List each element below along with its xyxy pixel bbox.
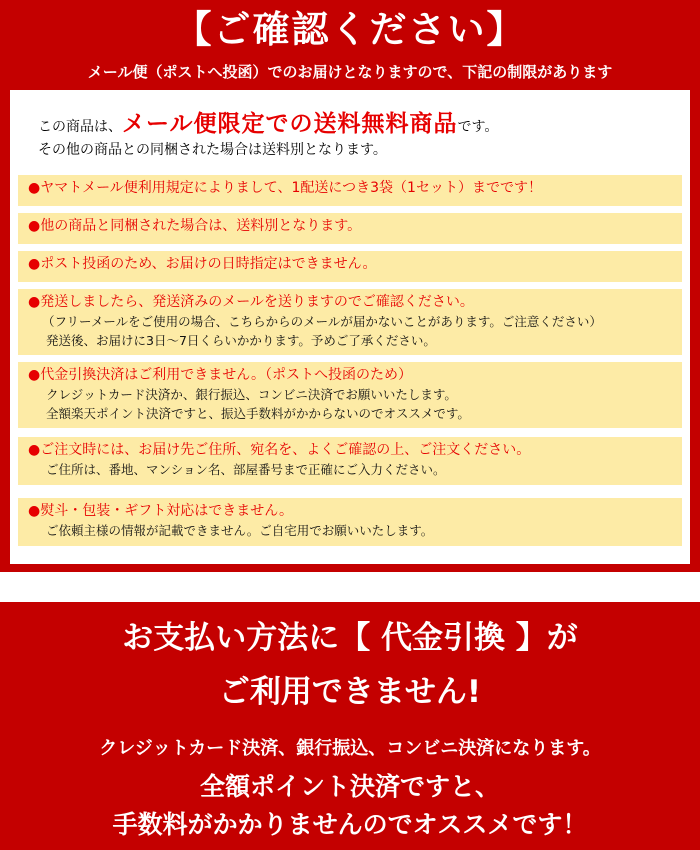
note-heading: ●ポスト投函のため、お届けの日時指定はできません。 xyxy=(28,256,377,272)
payment-methods: クレジットカード決済、銀行振込、コンビニ決済になります。 xyxy=(99,738,601,759)
intro-emphasis: メール便限定での送料無料商品 xyxy=(122,111,458,137)
note-heading: ●ヤマトメール便利用規定によりまして、1配送につき3袋（1セット）までです！ xyxy=(28,180,542,196)
payment-headline-1: お支払い方法に【 代金引換 】が xyxy=(122,620,578,656)
intro-line-2: その他の商品との同梱された場合は送料別となります。 xyxy=(38,142,387,158)
note-heading: ●代金引換決済はご利用できません。（ポストへ投函のため） xyxy=(28,367,413,383)
payment-headline-2: ご利用できません! xyxy=(218,674,482,710)
note-detail: 発送後、お届けに3日～7日くらいかかります。予めご了承ください。 xyxy=(46,333,436,348)
payment-point-note-2: 手数料がかかりませんのでオススメです！ xyxy=(112,810,588,839)
note-box-bundle xyxy=(18,213,682,244)
note-box-delivery-time xyxy=(18,251,682,282)
intro-line-1 xyxy=(38,110,498,141)
note-heading: ●ご注文時には、お届け先ご住所、宛名を、よくご確認の上、ご注文ください。 xyxy=(28,442,531,458)
note-heading: ●発送しましたら、発送済みのメールを送りますのでご確認ください。 xyxy=(28,294,474,310)
note-box-shipping-limit xyxy=(18,175,682,206)
payment-banner xyxy=(0,602,700,850)
intro-suffix: です。 xyxy=(457,119,499,135)
page-subtitle: メール便（ポストへ投函）でのお届けとなりますので、下記の制限があります xyxy=(87,63,613,81)
note-detail: ご住所は、番地、マンション名、部屋番号まで正確にご入力ください。 xyxy=(46,462,446,477)
page-title: 【ご確認ください】 xyxy=(174,8,526,51)
note-box-cod xyxy=(18,362,682,428)
note-detail: 全額楽天ポイント決済ですと、振込手数料がかからないのでオススメです。 xyxy=(46,406,470,421)
payment-point-note-1: 全額ポイント決済ですと、 xyxy=(199,772,500,801)
note-heading: ●熨斗・包装・ギフト対応はできません。 xyxy=(28,503,294,519)
note-box-shipping-mail xyxy=(18,289,682,355)
note-box-address xyxy=(18,437,682,485)
note-detail: ご依頼主様の情報が記載できません。ご自宅用でお願いいたします。 xyxy=(46,523,434,538)
note-detail: （フリーメールをご使用の場合、こちらからのメールが届かないことがあります。ご注意ください） xyxy=(42,314,602,329)
note-detail: クレジットカード決済か、銀行振込、コンビニ決済でお願いいたします。 xyxy=(46,387,457,402)
intro-prefix: この商品は、 xyxy=(38,119,122,135)
note-heading: ●他の商品と同梱された場合は、送料別となります。 xyxy=(28,218,362,234)
note-box-gift xyxy=(18,498,682,546)
notice-panel xyxy=(10,90,690,564)
